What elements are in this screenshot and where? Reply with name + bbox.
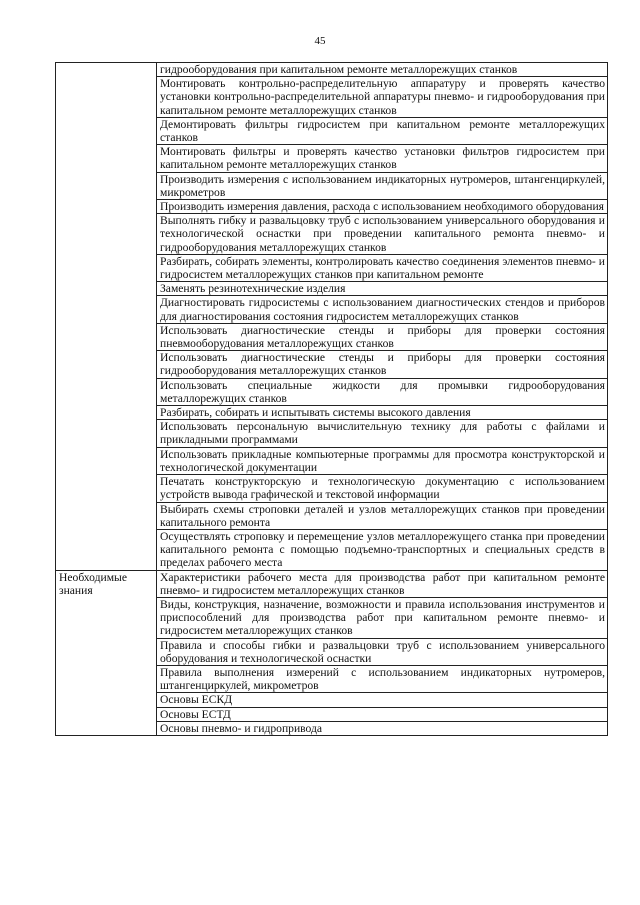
knowledge-cell: Правила и способы гибки и развальцовки труб с использованием универсального оборудования и технологической оснастки <box>157 638 608 665</box>
table-row <box>56 570 608 597</box>
skill-cell: Осуществлять строповку и перемещение узлов металлорежущего станка при проведении капитального ремонта с помощью подъемно-транспортных и специальных средств в пределах рабочего места <box>157 529 608 570</box>
skill-cell: Заменять резинотехнические изделия <box>157 282 608 296</box>
table-row <box>56 63 608 77</box>
knowledge-cell: Основы пневмо- и гидропривода <box>157 721 608 735</box>
skill-cell: Использовать специальные жидкости для промывки гидрооборудования металлорежущих станков <box>157 378 608 405</box>
skill-cell: Выбирать схемы строповки деталей и узлов металлорежущих станков при проведении капитального ремонта <box>157 502 608 529</box>
skill-cell: гидрооборудования при капитальном ремонте металлорежущих станков <box>157 63 608 77</box>
skill-cell: Разбирать, собирать элементы, контролировать качество соединения элементов пневмо- и гидросистем металлорежущих станков при капитальном ремонте <box>157 254 608 281</box>
skill-cell: Производить измерения давления, расхода с использованием необходимого оборудования <box>157 200 608 214</box>
skill-cell: Выполнять гибку и развальцовку труб с использованием универсального оборудования и технологической оснастки при проведении капитального ремонта пневмо- и гидрооборудования металлорежущих станков <box>157 214 608 255</box>
skill-cell: Монтировать фильтры и проверять качество установки фильтров гидросистем при капитальном ремонте металлорежущих станков <box>157 145 608 172</box>
skill-cell: Монтировать контрольно-распределительную аппаратуру и проверять качество установки контрольно-распределительной аппаратуры пневмо- и гидрооборудования при капитальном ремонте металлорежущих станков <box>157 77 608 118</box>
knowledge-cell: Основы ЕСКД <box>157 693 608 707</box>
skill-cell: Использовать прикладные компьютерные программы для просмотра конструкторской и технологической документации <box>157 447 608 474</box>
skill-cell: Диагностировать гидросистемы с использованием диагностических стендов и приборов для диагностирования состояния гидросистем металлорежущих станков <box>157 296 608 323</box>
knowledge-cell: Правила выполнения измерений с использованием индикаторных нутромеров, штангенциркулей, микрометров <box>157 665 608 692</box>
requirements-table <box>55 62 608 736</box>
skill-cell: Демонтировать фильтры гидросистем при капитальном ремонте металлорежущих станков <box>157 117 608 144</box>
page-number: 45 <box>314 35 326 47</box>
skills-category-cell <box>56 63 157 571</box>
skill-cell: Использовать диагностические стенды и приборы для проверки состояния гидрооборудования металлорежущих станков <box>157 351 608 378</box>
skill-cell: Использовать персональную вычислительную технику для работы с файлами и прикладными программами <box>157 420 608 447</box>
knowledge-cell: Виды, конструкция, назначение, возможности и правила использования инструментов и приспособлений для производства работ при капитальном ремонте пневмо- и гидросистем металлорежущих станков <box>157 597 608 638</box>
knowledge-cell: Характеристики рабочего места для производства работ при капитальном ремонте пневмо- и гидросистем металлорежущих станков <box>157 570 608 597</box>
knowledge-category-cell: Необходимые знания <box>56 570 157 735</box>
skill-cell: Печатать конструкторскую и технологическую документацию с использованием устройств вывода графической и текстовой информации <box>157 475 608 502</box>
knowledge-cell: Основы ЕСТД <box>157 707 608 721</box>
skill-cell: Производить измерения с использованием индикаторных нутромеров, штангенциркулей, микрометров <box>157 172 608 199</box>
skill-cell: Разбирать, собирать и испытывать системы высокого давления <box>157 406 608 420</box>
skill-cell: Использовать диагностические стенды и приборы для проверки состояния пневмооборудования металлорежущих станков <box>157 323 608 350</box>
